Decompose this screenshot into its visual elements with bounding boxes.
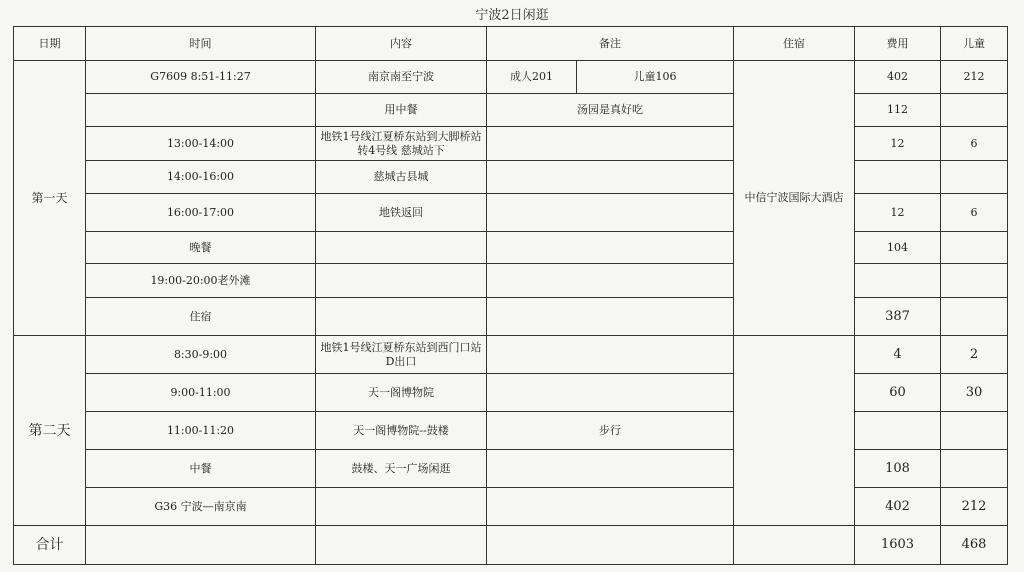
note-cell: [487, 232, 734, 264]
content-cell: 地铁1号线江夏桥东站到西门口站 D出口: [316, 336, 487, 374]
content-cell: 地铁返回: [316, 194, 487, 232]
day2-label: 第二天: [14, 336, 86, 526]
table-row: [14, 412, 1008, 450]
cost-cell: 402: [855, 61, 941, 94]
child-cost-cell: [941, 450, 1008, 488]
header-hotel: 住宿: [734, 27, 855, 61]
total-cost: 1603: [855, 526, 941, 565]
time-cell: 8:30-9:00: [86, 336, 316, 374]
cost-cell: [855, 264, 941, 298]
day2-hotel: [734, 336, 855, 526]
cost-cell: [855, 412, 941, 450]
table-row: [14, 488, 1008, 526]
cost-cell: 108: [855, 450, 941, 488]
content-cell: 南京南至宁波: [316, 61, 487, 94]
header-child: 儿童: [941, 27, 1008, 61]
header-date: 日期: [14, 27, 86, 61]
note-cell-adult: 成人201: [487, 61, 577, 94]
content-cell: [316, 298, 487, 336]
child-cost-cell: 212: [941, 61, 1008, 94]
note-cell: [487, 336, 734, 374]
table-row: [14, 161, 1008, 194]
note-cell: [487, 264, 734, 298]
content-cell: [316, 264, 487, 298]
note-cell-child: 儿童106: [577, 61, 734, 94]
child-cost-cell: [941, 232, 1008, 264]
note-cell: [487, 298, 734, 336]
child-cost-cell: [941, 94, 1008, 127]
child-cost-cell: [941, 161, 1008, 194]
cost-cell: 387: [855, 298, 941, 336]
time-cell: 中餐: [86, 450, 316, 488]
cost-cell: 12: [855, 127, 941, 161]
content-cell: [316, 232, 487, 264]
child-cost-cell: 212: [941, 488, 1008, 526]
time-cell: 9:00-11:00: [86, 374, 316, 412]
note-cell: [487, 488, 734, 526]
day1-hotel: 中信宁波国际大酒店: [734, 61, 855, 336]
time-cell: 19:00-20:00老外滩: [86, 264, 316, 298]
content-cell: [316, 488, 487, 526]
time-cell: 13:00-14:00: [86, 127, 316, 161]
note-cell: [487, 194, 734, 232]
content-cell: 慈城古县城: [316, 161, 487, 194]
time-cell: 16:00-17:00: [86, 194, 316, 232]
child-cost-cell: 6: [941, 194, 1008, 232]
total-time-cell: [86, 526, 316, 565]
child-cost-cell: [941, 412, 1008, 450]
header-note: 备注: [487, 27, 734, 61]
time-cell: G7609 8:51-11:27: [86, 61, 316, 94]
table-row: [14, 94, 1008, 127]
table-row: [14, 61, 1008, 94]
total-hotel-cell: [734, 526, 855, 565]
cost-cell: 4: [855, 336, 941, 374]
content-cell: 用中餐: [316, 94, 487, 127]
table-row: [14, 450, 1008, 488]
child-cost-cell: 30: [941, 374, 1008, 412]
day1-label: 第一天: [14, 61, 86, 336]
note-cell: [487, 374, 734, 412]
cost-cell: 104: [855, 232, 941, 264]
content-cell: 地铁1号线江夏桥东站到大脚桥站转4号线 慈城站下: [316, 127, 487, 161]
total-child-cost: 468: [941, 526, 1008, 565]
child-cost-cell: [941, 298, 1008, 336]
header-cost: 费用: [855, 27, 941, 61]
child-cost-cell: 6: [941, 127, 1008, 161]
table-row: [14, 264, 1008, 298]
cost-cell: 12: [855, 194, 941, 232]
table-row: [14, 127, 1008, 161]
content-cell: 鼓楼、天一广场闲逛: [316, 450, 487, 488]
table-row: [14, 374, 1008, 412]
time-cell: 住宿: [86, 298, 316, 336]
time-cell: [86, 94, 316, 127]
time-cell: 11:00-11:20: [86, 412, 316, 450]
total-label: 合计: [14, 526, 86, 565]
header-content: 内容: [316, 27, 487, 61]
header-row: [14, 27, 1008, 61]
note-cell: 步行: [487, 412, 734, 450]
child-cost-cell: [941, 264, 1008, 298]
cost-cell: 402: [855, 488, 941, 526]
content-cell: 天一阁博物院--鼓楼: [316, 412, 487, 450]
time-cell: 14:00-16:00: [86, 161, 316, 194]
table-row: [14, 336, 1008, 374]
note-cell: 汤园是真好吃: [487, 94, 734, 127]
itinerary-table: [13, 26, 1008, 565]
sheet-title: 宁波2日闲逛: [475, 8, 549, 23]
total-row: [14, 526, 1008, 565]
time-cell: 晚餐: [86, 232, 316, 264]
total-content-cell: [316, 526, 487, 565]
cost-cell: 112: [855, 94, 941, 127]
table-row: [14, 232, 1008, 264]
child-cost-cell: 2: [941, 336, 1008, 374]
table-row: [14, 194, 1008, 232]
table-row: [14, 298, 1008, 336]
cost-cell: 60: [855, 374, 941, 412]
content-cell: 天一阁博物院: [316, 374, 487, 412]
cost-cell: [855, 161, 941, 194]
note-cell: [487, 161, 734, 194]
note-cell: [487, 450, 734, 488]
time-cell: G36 宁波—南京南: [86, 488, 316, 526]
header-time: 时间: [86, 27, 316, 61]
note-cell: [487, 127, 734, 161]
total-note-cell: [487, 526, 734, 565]
